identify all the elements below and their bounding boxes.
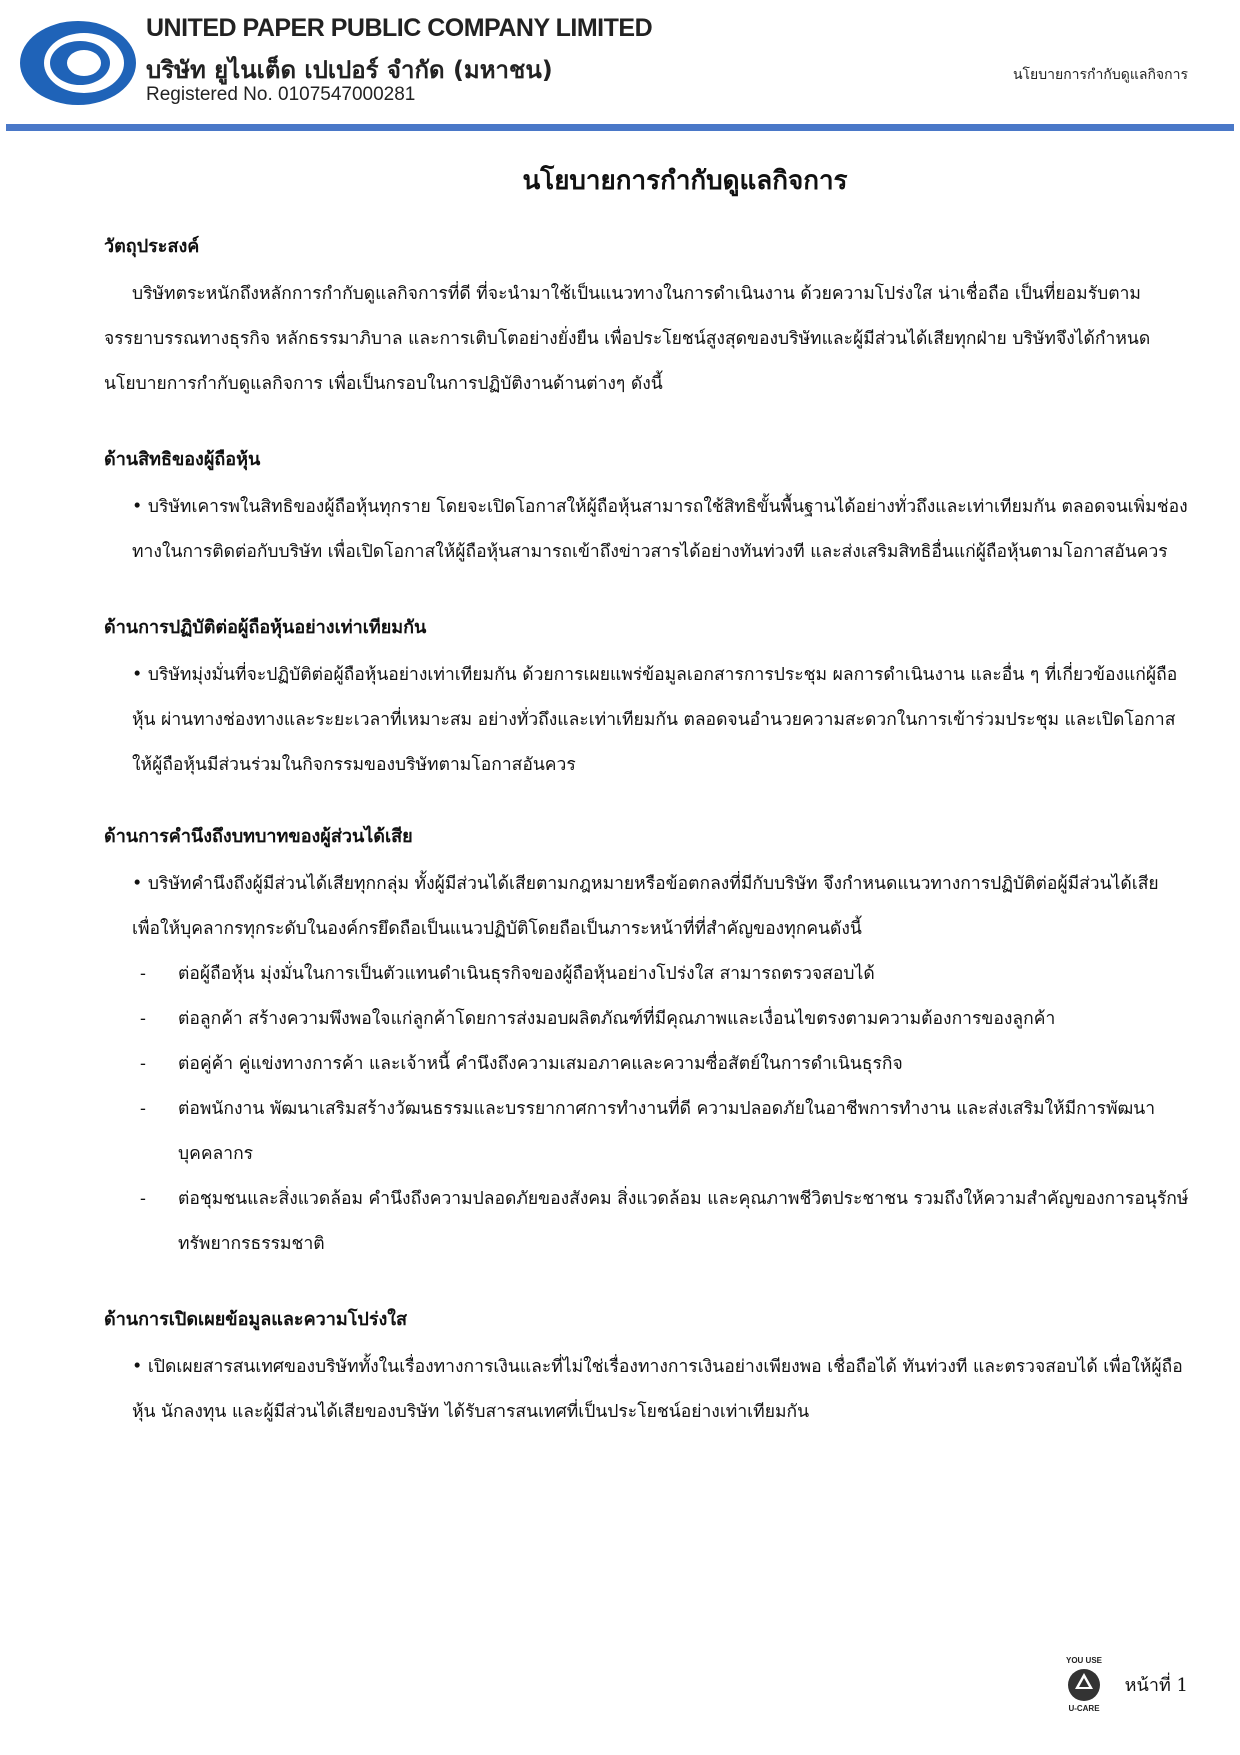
company-name-en: UNITED PAPER PUBLIC COMPANY LIMITED [146,14,653,42]
list-dash: - [140,1099,146,1119]
list-item [104,952,1190,997]
list-item [104,1177,1190,1267]
recycle-text-top: YOU USE [1065,1656,1102,1665]
stakeholders-bullet: • บริษัทคำนึงถึงผู้มีส่วนได้เสียทุกกลุ่ม ทั้งผู้มีส่วนได้เสียตามกฎหมายหรือข้อตกลงที่มีกับบริษัท จึงกำหนดแนวทางการปฏิบัติต่อผู้มีส่วนได้เสีย เพื่อให้บุคลากรทุกระดับในองค์กรยึดถือเป็นแนวปฏิบัติโดยถือเป็นภาระหน้าที่ที่สำคัญของทุกคนดังนี้ [132,874,1159,939]
recycle-logo-icon [1053,1653,1115,1715]
section-heading-stakeholders: ด้านการคำนึงถึงบทบาทของผู้ส่วนได้เสีย [104,826,413,847]
header-rule [6,124,1234,131]
list-dash: - [140,1189,146,1209]
list-item-text: ต่อพนักงาน พัฒนาเสริมสร้างวัฒนธรรมและบรรยากาศการทำงานที่ดี ความปลอดภัยในอาชีพการทำงาน และส่งเสริมให้มีการพัฒนาบุคคลากร [178,1099,1156,1164]
list-dash: - [140,964,146,984]
list-item-text: ต่อลูกค้า สร้างความพึงพอใจแก่ลูกค้าโดยการส่งมอบผลิตภัณฑ์ที่มีคุณภาพและเงื่อนไขตรงตามความต้องการของลูกค้า [178,1009,1056,1029]
list-item [104,997,1190,1042]
document-title: นโยบายการกำกับดูแลกิจการ [522,166,848,196]
equitable-treatment-bullet: • บริษัทมุ่งมั่นที่จะปฏิบัติต่อผู้ถือหุ้นอย่างเท่าเทียมกัน ด้วยการเผยแพร่ข้อมูลเอกสารการประชุม ผลการดำเนินงาน และอื่น ๆ ที่เกี่ยวข้องแก่ผู้ถือหุ้น ผ่านทางช่องทางและระยะเวลาที่เหมาะสม อย่างทั่วถึงและเท่าเทียมกัน ตลอดจนอำนวยความสะดวกในการเข้าร่วมประชุม และเปิดโอกาสให้ผู้ถือหุ้นมีส่วนร่วมในกิจกรรมของบริษัทตามโอกาสอันควร [132,665,1178,775]
list-item-text: ต่อชุมชนและสิ่งแวดล้อม คำนึงถึงความปลอดภัยของสังคม สิ่งแวดล้อม และคุณภาพชีวิตประชาชน รวมถึงให้ความสำคัญของการอนุรักษ์ทรัพยากรธรรมชาติ [178,1189,1189,1254]
recycle-text-bottom: U-CARE [1068,1704,1100,1713]
page-footer [1053,1653,1188,1715]
list-dash: - [140,1054,146,1074]
shareholder-rights-bullet: • บริษัทเคารพในสิทธิของผู้ถือหุ้นทุกราย โดยจะเปิดโอกาสให้ผู้ถือหุ้นสามารถใช้สิทธิขั้นพื้นฐานได้อย่างทั่วถึงและเท่าเทียมกัน ตลอดจนเพิ่มช่องทางในการติดต่อกับบริษัท เพื่อเปิดโอกาสให้ผู้ถือหุ้นสามารถเข้าถึงข่าวสารได้อย่างทันท่วงที และส่งเสริมสิทธิอื่นแก่ผู้ถือหุ้นตามโอกาสอันควร [132,497,1188,562]
company-name-th: บริษัท ยูไนเต็ด เปเปอร์ จำกัด (มหาชน) [146,56,553,84]
registration-number: Registered No. 0107547000281 [146,84,416,105]
objective-paragraph: บริษัทตระหนักถึงหลักการกำกับดูแลกิจการที่ดี ที่จะนำมาใช้เป็นแนวทางในการดำเนินงาน ด้วยความโปร่งใส น่าเชื่อถือ เป็นที่ยอมรับตามจรรยาบรรณทางธุรกิจ หลักธรรมาภิบาล และการเติบโตอย่างยั่งยืน เพื่อประโยชน์สูงสุดของบริษัทและผู้มีส่วนได้เสียทุกฝ่าย บริษัทจึงได้กำหนดนโยบายการกำกับดูแลกิจการ เพื่อเป็นกรอบในการปฏิบัติงานด้านต่างๆ ดังนี้ [104,284,1151,394]
section-heading-objective: วัตถุประสงค์ [104,236,200,257]
list-item-text: ต่อผู้ถือหุ้น มุ่งมั่นในการเป็นตัวแทนดำเนินธุรกิจของผู้ถือหุ้นอย่างโปร่งใส สามารถตรวจสอบได้ [178,964,875,984]
disclosure-bullet: • เปิดเผยสารสนเทศของบริษัททั้งในเรื่องทางการเงินและที่ไม่ใช่เรื่องทางการเงินอย่างเพียงพอ เชื่อถือได้ ทันท่วงที และตรวจสอบได้ เพื่อให้ผู้ถือหุ้น นักลงทุน และผู้มีส่วนได้เสียของบริษัท ได้รับสารสนเทศที่เป็นประโยชน์อย่างเท่าเทียมกัน [132,1357,1183,1422]
list-item [104,1042,1190,1087]
list-item-text: ต่อคู่ค้า คู่แข่งทางการค้า และเจ้าหนี้ คำนึงถึงความเสมอภาคและความซื่อสัตย์ในการดำเนินธุรกิจ [178,1054,903,1074]
list-item [104,1087,1190,1177]
page-number: หน้าที่ 1 [1124,1674,1188,1696]
document-body [104,232,1190,1435]
section-heading-shareholder-rights: ด้านสิทธิของผู้ถือหุ้น [104,449,261,470]
header-document-label: นโยบายการกำกับดูแลกิจการ [1012,67,1188,83]
page-header [0,0,1240,135]
list-dash: - [140,1009,146,1029]
section-heading-disclosure: ด้านการเปิดเผยข้อมูลและความโปร่งใส [104,1309,408,1330]
section-heading-equitable-treatment: ด้านการปฏิบัติต่อผู้ถือหุ้นอย่างเท่าเทียมกัน [104,617,427,638]
company-logo-icon [18,18,138,108]
